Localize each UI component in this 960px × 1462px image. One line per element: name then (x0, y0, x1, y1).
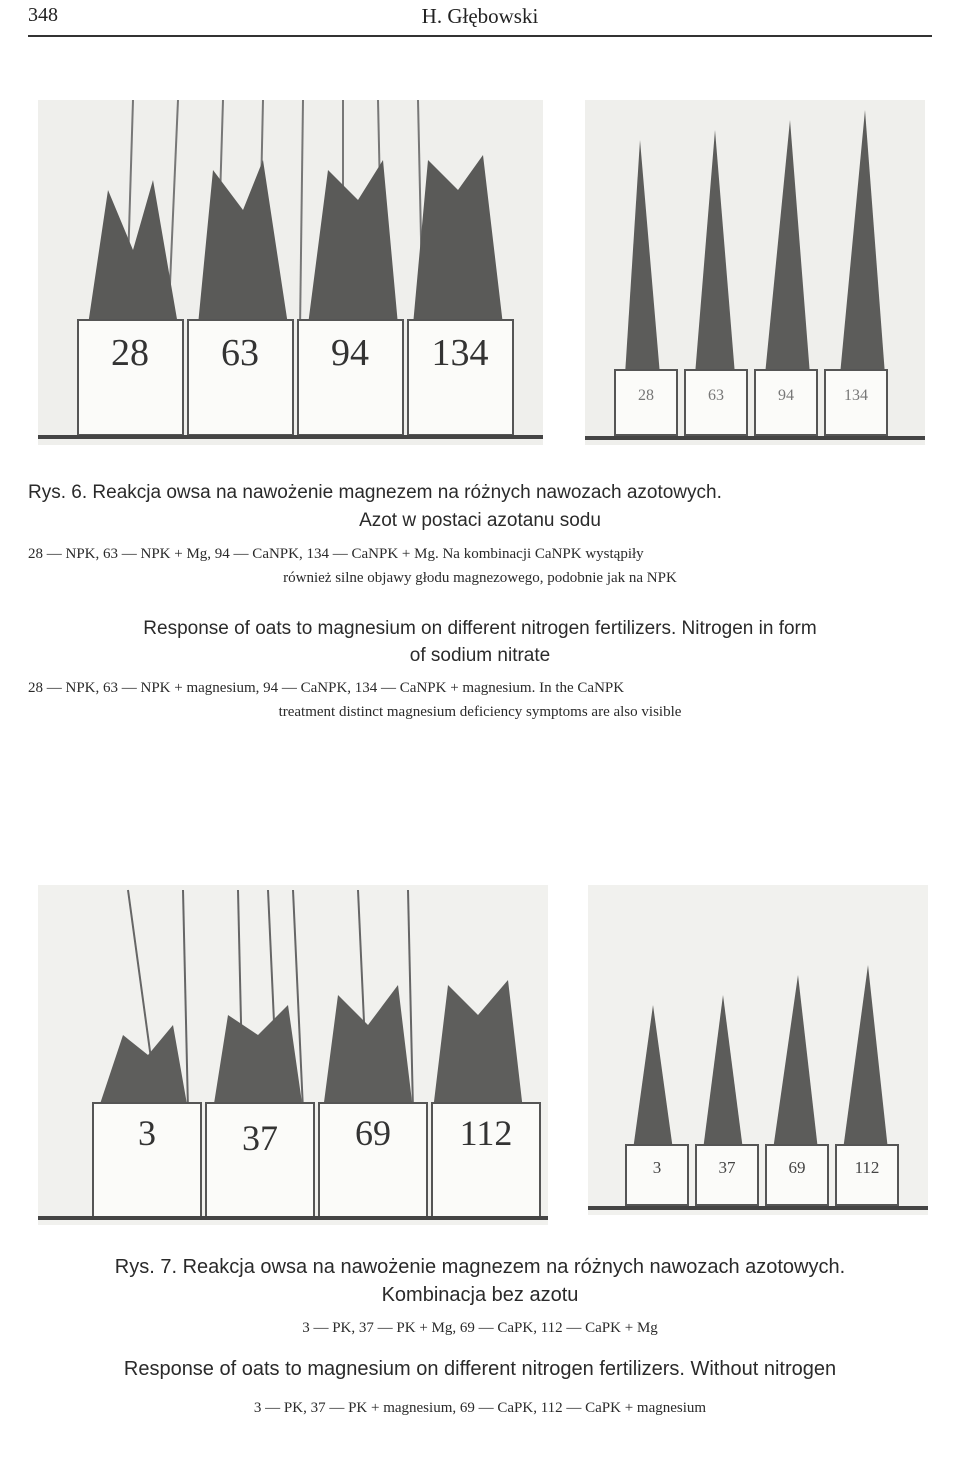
page-header (28, 4, 932, 30)
fig7-legend-en: 3 — PK, 37 — PK + magnesium, 69 — CaPK, 112 — CaPK + magnesium (253, 1400, 707, 1416)
fig6-left-pot-label-2: 63 (221, 332, 259, 374)
fig7-right-pot-label-2: 37 (718, 1158, 736, 1177)
fig6-left-pot-label-3: 94 (331, 332, 369, 374)
fig6-legend-pl-line2: również silne objawy głodu magnezowego, podobnie jak na NPK (283, 570, 677, 586)
fig7-caption-pl-line2: Kombinacja bez azotu (381, 1284, 579, 1306)
fig6-caption-en-line2: of sodium nitrate (409, 645, 551, 666)
fig6-photo-left (38, 100, 543, 445)
fig7-left-pot-label-2: 37 (242, 1118, 278, 1158)
fig6-left-pot-label-1: 28 (111, 332, 149, 374)
header-rule (28, 35, 932, 37)
fig7-left-pot-label-3: 69 (355, 1113, 391, 1153)
fig7-legend-pl: 3 — PK, 37 — PK + Mg, 69 — CaPK, 112 — CaPK + Mg (302, 1320, 658, 1336)
page-number: 348 (28, 4, 58, 26)
fig6-caption-en-line1: Response of oats to magnesium on different nitrogen fertilizers. Nitrogen in form (143, 618, 817, 639)
fig6-right-pot-label-3: 94 (778, 387, 794, 404)
running-author: H. Głębowski (421, 4, 539, 28)
fig6-right-pot-label-2: 63 (708, 387, 724, 404)
fig6-legend-en-line1: 28 — NPK, 63 — NPK + magnesium, 94 — CaNPK, 134 — CaNPK + magnesium. In the CaNPK (28, 680, 625, 696)
fig7-right-pot-label-1: 3 (652, 1158, 662, 1177)
fig6-legend-pl-line1: 28 — NPK, 63 — NPK + Mg, 94 — CaNPK, 134 — CaNPK + Mg. Na kombinacji CaNPK wystąpiły (28, 546, 644, 562)
fig6-left-pot-label-4: 134 (431, 332, 489, 374)
fig7-left-pot-label-1: 3 (138, 1113, 156, 1153)
fig7-caption-en: Response of oats to magnesium on different nitrogen fertilizers. Without nitrogen (123, 1358, 837, 1380)
fig6-caption-pl-line2: Azot w postaci azotanu sodu (359, 510, 601, 531)
fig7-left-pot-label-4: 112 (459, 1113, 513, 1153)
fig6-legend-en-line2: treatment distinct magnesium deficiency symptoms are also visible (278, 704, 682, 720)
fig7-photo-right (588, 885, 928, 1215)
fig6-right-pot-label-1: 28 (638, 387, 654, 404)
fig6-right-pot-label-4: 134 (844, 387, 868, 404)
fig7-photo-left (38, 885, 548, 1225)
fig7-right-pot-label-4: 112 (854, 1158, 880, 1177)
fig7-caption-pl-line1: Rys. 7. Reakcja owsa na nawożenie magnezem na różnych nawozach azotowych. (114, 1256, 846, 1278)
fig7-right-pot-label-3: 69 (788, 1158, 806, 1177)
fig6-caption-pl-line1: Rys. 6. Reakcja owsa na nawożenie magnezem na różnych nawozach azotowych. (28, 482, 722, 503)
fig6-photo-right (585, 100, 925, 445)
